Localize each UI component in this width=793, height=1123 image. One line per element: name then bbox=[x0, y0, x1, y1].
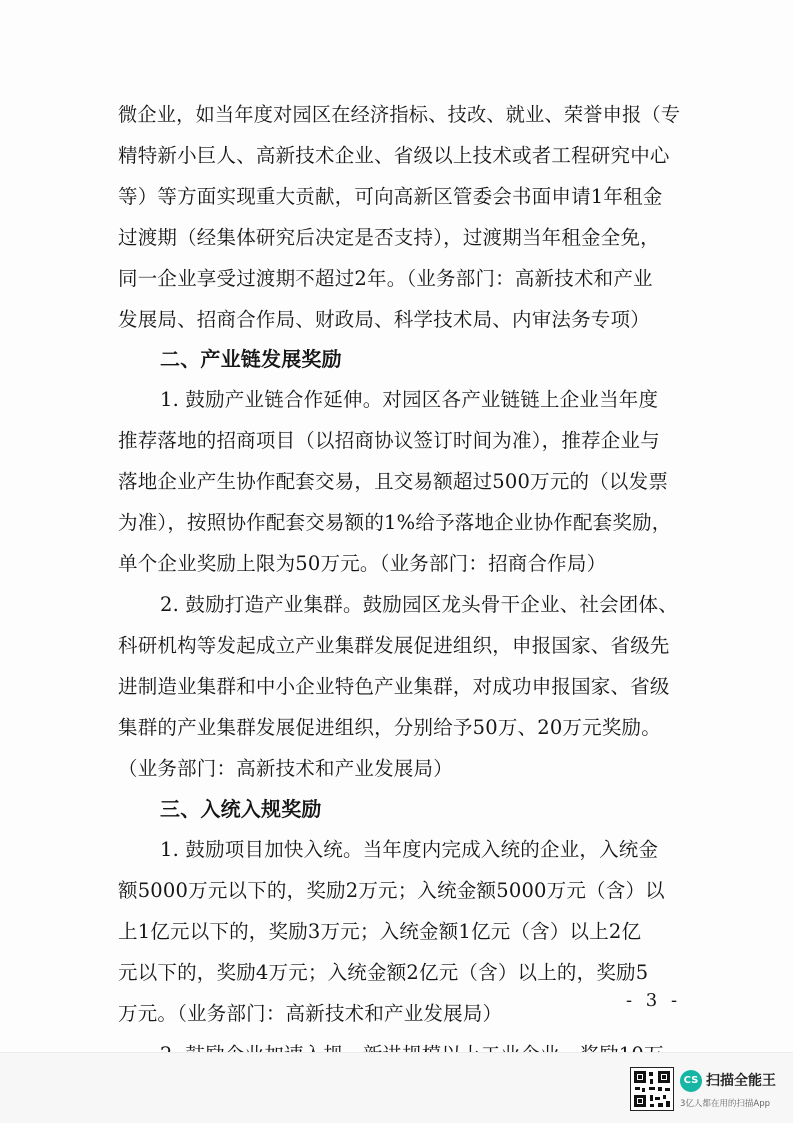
section-3-heading: 三、入统入规奖励 bbox=[160, 797, 322, 821]
section-2-item-1-line-3: 落地企业产生协作配套交易，且交易额超过500万元的（以发票 bbox=[118, 470, 669, 493]
page-number: - 3 - bbox=[626, 990, 682, 1011]
section-3-item-1-line-5: 万元。（业务部门：高新技术和产业发展局） bbox=[118, 1002, 503, 1025]
camscanner-logo-icon: CS bbox=[680, 1070, 702, 1092]
body-line-3: 等）等方面实现重大贡献，可向高新区管委会书面申请1年租金 bbox=[118, 185, 663, 208]
section-2-item-2-line-4: 集群的产业集群发展促进组织，分别给予50万、20万元奖励。 bbox=[118, 716, 661, 739]
scanner-app-name: 扫描全能王 bbox=[706, 1073, 776, 1089]
section-2-item-2-line-2: 科研机构等发起成立产业集群发展促进组织，申报国家、省级先 bbox=[118, 634, 670, 657]
section-2-item-2-line-5: （业务部门：高新技术和产业发展局） bbox=[118, 757, 453, 780]
section-2-item-2-line-3: 进制造业集群和中小企业特色产业集群，对成功申报国家、省级 bbox=[118, 675, 670, 698]
body-line-1: 微企业，如当年度对园区在经济指标、技改、就业、荣誉申报（专 bbox=[118, 103, 681, 126]
qr-code-icon bbox=[630, 1067, 674, 1111]
section-2-item-1-line-5: 单个企业奖励上限为50万元。（业务部门：招商合作局） bbox=[118, 552, 607, 575]
section-2-item-2-line-1: 2. 鼓励打造产业集群。鼓励园区龙头骨干企业、社会团体、 bbox=[160, 593, 678, 616]
body-line-2: 精特新小巨人、高新技术企业、省级以上技术或者工程研究中心 bbox=[118, 144, 670, 167]
section-2-heading: 二、产业链发展奖励 bbox=[160, 347, 342, 371]
section-2-item-1-line-1: 1. 鼓励产业链合作延伸。对园区各产业链链上企业当年度 bbox=[160, 388, 659, 411]
body-line-5: 同一企业享受过渡期不超过2年。（业务部门：高新技术和产业 bbox=[118, 267, 653, 290]
section-2-item-1-line-2: 推荐落地的招商项目（以招商协议签订时间为准），推荐企业与 bbox=[118, 429, 660, 452]
body-line-4: 过渡期（经集体研究后决定是否支持），过渡期当年租金全免， bbox=[118, 226, 660, 249]
section-3-item-1-line-1: 1. 鼓励项目加快入统。当年度内完成入统的企业，入统金 bbox=[160, 838, 659, 861]
scanner-watermark-band bbox=[0, 1052, 793, 1123]
scanner-app-tagline: 3亿人都在用的扫描App bbox=[680, 1099, 771, 1109]
section-3-item-1-line-2: 额5000万元以下的，奖励2万元；入统金额5000万元（含）以 bbox=[118, 879, 665, 902]
section-2-item-1-line-4: 为准），按照协作配套交易额的1%给予落地企业协作配套奖励， bbox=[118, 511, 672, 534]
section-3-item-1-line-4: 元以下的，奖励4万元；入统金额2亿元（含）以上的，奖励5 bbox=[118, 961, 649, 984]
section-3-item-1-line-3: 上1亿元以下的，奖励3万元；入统金额1亿元（含）以上2亿 bbox=[118, 920, 642, 943]
body-line-6: 发展局、招商合作局、财政局、科学技术局、内审法务专项） bbox=[118, 308, 650, 331]
